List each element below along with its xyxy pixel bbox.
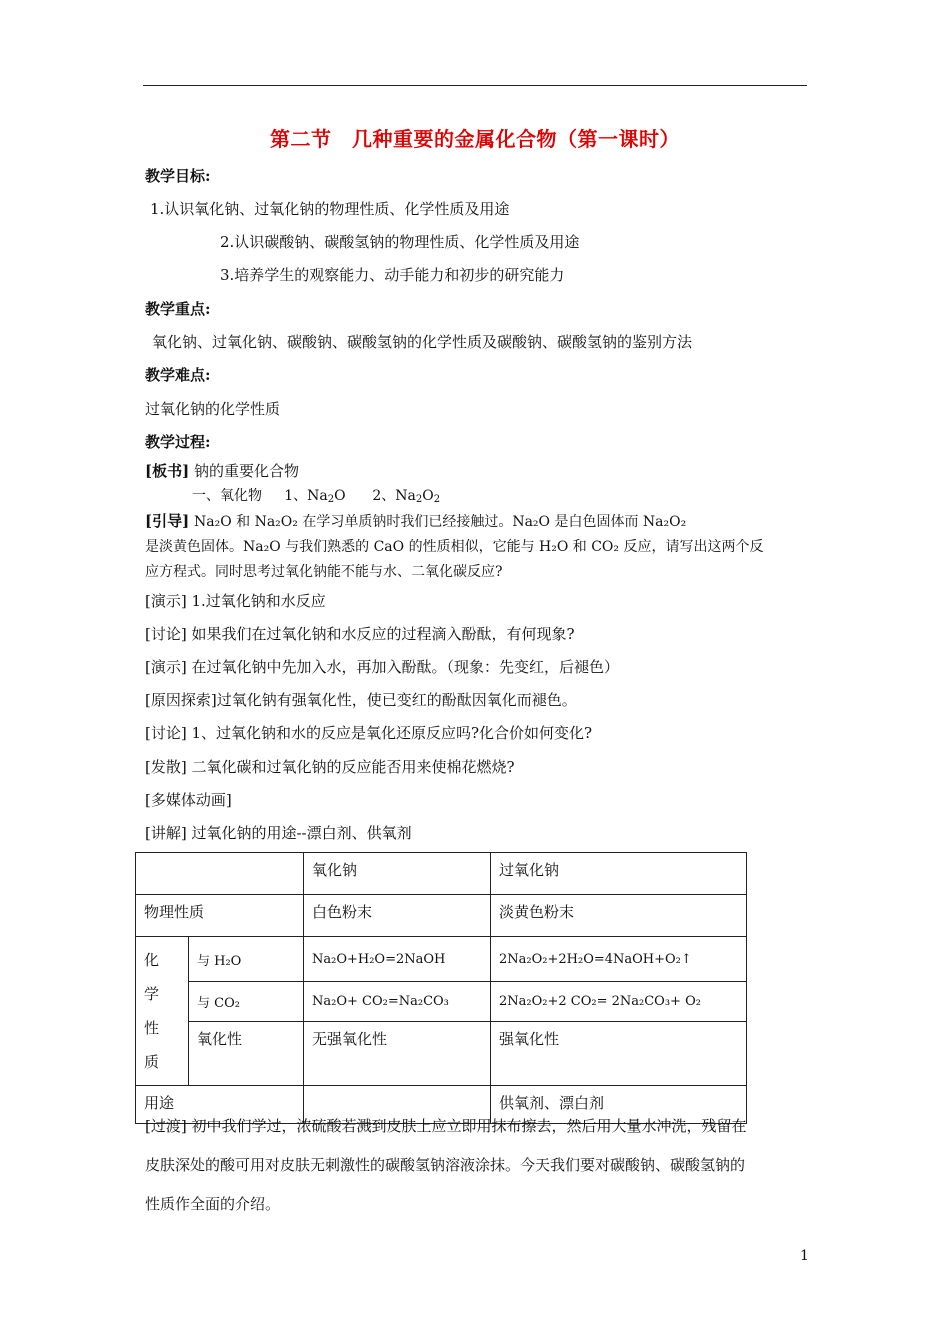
table-row: [136, 853, 747, 895]
table-cell: 与 CO₂: [189, 982, 304, 1022]
table-cell: 用途: [136, 1086, 304, 1124]
key-points-text: 氧化钠、过氧化钠、碳酸钠、碳酸氢钠的化学性质及碳酸钠、碳酸氢钠的鉴别方法: [152, 333, 693, 351]
chem-label-char: 性: [144, 1019, 160, 1037]
table-cell: 氧化钠: [304, 853, 491, 895]
board-text: 钠的重要化合物: [193, 462, 299, 480]
objectives-heading: 教学目标:: [145, 167, 211, 185]
table-cell: 过氧化钠: [491, 853, 747, 895]
objective-item-1: 1.认识氧化钠、过氧化钠的物理性质、化学性质及用途: [150, 200, 510, 218]
board-tag: [板书]: [145, 462, 190, 480]
process-line-diverge: [发散] 二氧化碳和过氧化钠的反应能否用来使棉花燃烧?: [145, 758, 515, 776]
comparison-table: [135, 852, 747, 1124]
process-line-discuss-2: [讨论] 1、过氧化钠和水的反应是氧化还原反应吗?化合价如何变化?: [145, 724, 593, 742]
oxide-item-2: 2、Na: [372, 488, 416, 504]
intro-text-1: Na₂O 和 Na₂O₂ 在学习单质钠时我们已经接触过。Na₂O 是白色固体而 Na₂O₂: [193, 514, 687, 530]
process-line-multimedia: [多媒体动画]: [145, 791, 232, 809]
table-cell: 物理性质: [136, 895, 304, 937]
table-row: [136, 982, 747, 1022]
oxide-item-1: 1、Na: [284, 488, 328, 504]
table-cell: 供氧剂、漂白剂: [491, 1086, 747, 1124]
process-line-demo-1: [演示] 1.过氧化钠和水反应: [145, 592, 326, 610]
process-line-demo-2: [演示] 在过氧化钠中先加入水，再加入酚酞。（现象：先变红，后褪色）: [145, 658, 619, 676]
process-line-discuss-1: [讨论] 如果我们在过氧化钠和水反应的过程滴入酚酞，有何现象?: [145, 625, 575, 643]
table-cell: 2Na₂O₂+2H₂O=4NaOH+O₂↑: [491, 937, 747, 982]
oxides-label: 一、氧化物: [192, 488, 262, 504]
table-cell: 无强氧化性: [304, 1021, 491, 1085]
table-cell: Na₂O+H₂O=2NaOH: [304, 937, 491, 982]
chem-properties-label: [136, 937, 189, 1086]
difficulties-heading: 教学难点:: [145, 366, 211, 384]
chem-label-char: 学: [144, 985, 160, 1003]
key-points-heading: 教学重点:: [145, 300, 211, 318]
table-row: [136, 937, 747, 982]
chem-label-char: 化: [144, 951, 160, 969]
difficulties-text: 过氧化钠的化学性质: [145, 400, 281, 418]
table-cell: Na₂O+ CO₂=Na₂CO₃: [304, 982, 491, 1022]
page-number: 1: [800, 1248, 809, 1264]
process-line-explain: [讲解] 过氧化钠的用途--漂白剂、供氧剂: [145, 824, 412, 842]
page-title: 第二节 几种重要的金属化合物（第一课时）: [270, 127, 680, 151]
chem-label-char: 质: [144, 1053, 160, 1071]
board-line: [145, 460, 299, 481]
header-rule: [143, 85, 807, 86]
table-row: [136, 1021, 747, 1085]
intro-line-1: [145, 510, 686, 531]
intro-tag: [引导]: [145, 512, 190, 530]
objective-item-3: 3.培养学生的观察能力、动手能力和初步的研究能力: [220, 266, 565, 284]
oxides-line: 一、氧化物 1、$Na_2O$ 2、$Na_2O_2$: [192, 488, 441, 505]
table-cell: 与 H₂O: [189, 937, 304, 982]
process-line-reason: [原因探索]过氧化钠有强氧化性，使已变红的酚酞因氧化而褪色。: [145, 691, 577, 709]
table-cell: 强氧化性: [491, 1021, 747, 1085]
table-cell: [136, 853, 304, 895]
transition-line-2: 皮肤深处的酸可用对皮肤无刺激性的碳酸氢钠溶液涂抹。今天我们要对碳酸钠、碳酸氢钠的: [145, 1156, 746, 1174]
table-cell: 2Na₂O₂+2 CO₂= 2Na₂CO₃+ O₂: [491, 982, 747, 1022]
intro-line-2: 是淡黄色固体。Na₂O 与我们熟悉的 CaO 的性质相似，它能与 H₂O 和 CO₂ 反应，请写出这两个反: [145, 539, 764, 555]
objective-item-2: 2.认识碳酸钠、碳酸氢钠的物理性质、化学性质及用途: [220, 233, 580, 251]
table-cell: 白色粉末: [304, 895, 491, 937]
table-cell: 淡黄色粉末: [491, 895, 747, 937]
transition-line-1: [过渡] 初中我们学过，浓硫酸若溅到皮肤上应立即用抹布擦去，然后用大量水冲洗，残留在: [145, 1117, 747, 1135]
transition-line-3: 性质作全面的介绍。: [145, 1195, 281, 1213]
table-row: [136, 895, 747, 937]
process-heading: 教学过程:: [145, 433, 211, 451]
table-cell: 氧化性: [189, 1021, 304, 1085]
intro-line-3: 应方程式。同时思考过氧化钠能不能与水、二氧化碳反应?: [145, 564, 503, 580]
